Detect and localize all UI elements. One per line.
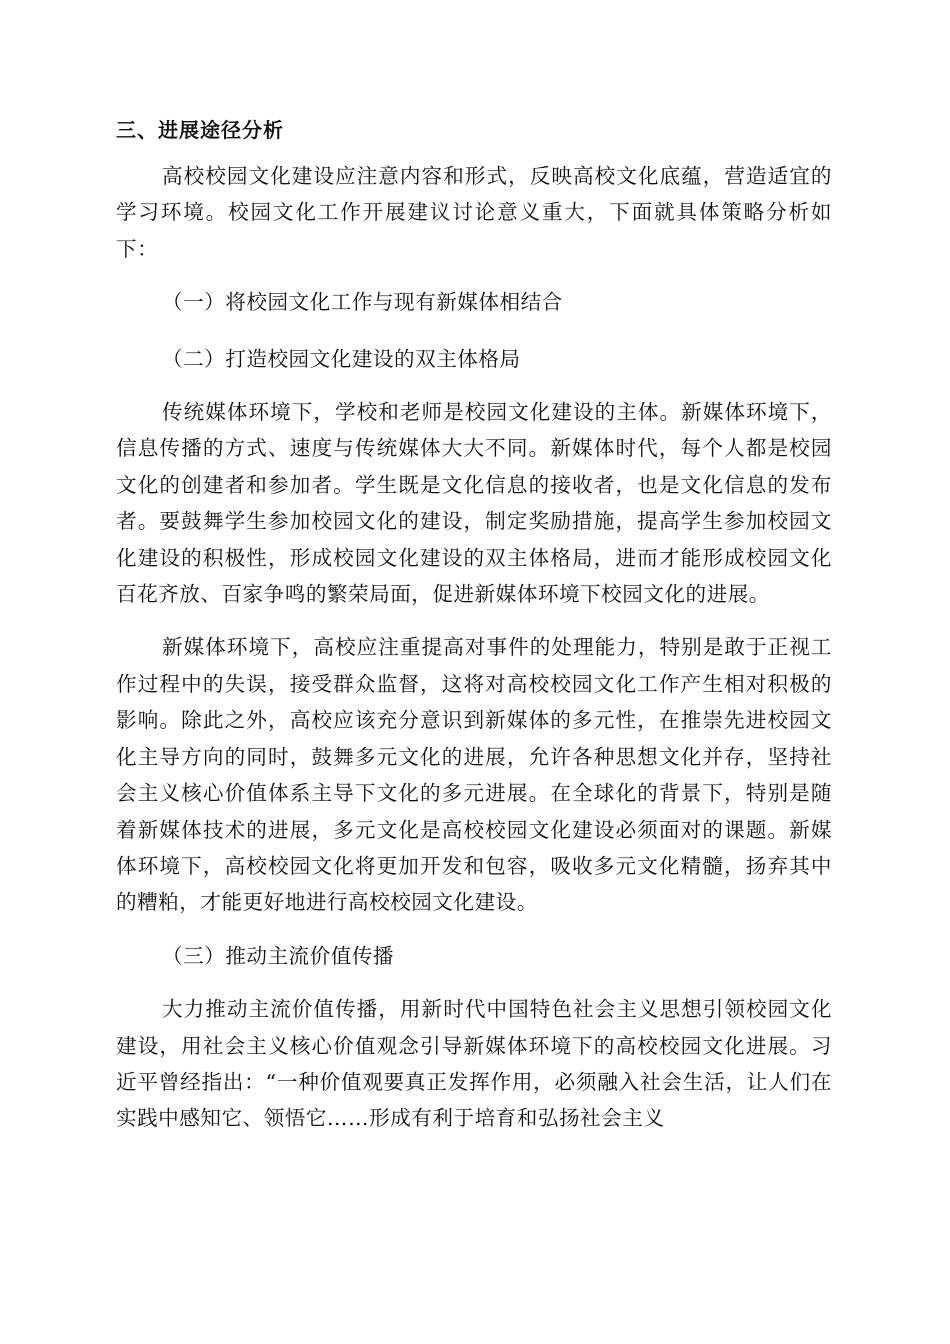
- body-paragraph: 大力推动主流价值传播，用新时代中国特色社会主义思想引领校园文化建设，用社会主义核心价值观念引导新媒体环境下的高校校园文化进展。习近平曾经指出：“一种价值观要真正发挥作用，必须融入社会生活，让人们在实践中感知它、领悟它……形成有利于培育和弘扬社会主义: [116, 997, 832, 1131]
- document-body: [116, 112, 832, 1154]
- body-paragraph: 传统媒体环境下，学校和老师是校园文化建设的主体。新媒体环境下，信息传播的方式、速度与传统媒体大大不同。新媒体时代，每个人都是校园文化的创建者和参加者。学生既是文化信息的接收者，也是文化信息的发布者。要鼓舞学生参加校园文化的建设，制定奖励措施，提高学生参加校园文化建设的积极性，形成校园文化建设的双主体格局，进而才能形成校园文化百花齐放、百家争鸣的繁荣局面，促进新媒体环境下校园文化的进展。: [116, 400, 832, 607]
- body-paragraph: 新媒体环境下，高校应注重提高对事件的处理能力，特别是敢于正视工作过程中的失误，接受群众监督，这将对高校校园文化工作产生相对积极的影响。除此之外，高校应该充分意识到新媒体的多元性，在推崇先进校园文化主导方向的同时，鼓舞多元文化的进展，允许各种思想文化并存，坚持社会主义核心价值体系主导下文化的多元进展。在全球化的背景下，特别是随着新媒体技术的进展，多元文化是高校校园文化建设必须面对的课题。新媒体环境下，高校校园文化将更加开发和包容，吸收多元文化精髓，扬弃其中的糟粕，才能更好地进行高校校园文化建设。: [116, 635, 832, 915]
- subsection-title-1: （一）将校园文化工作与现有新媒体相结合: [162, 290, 563, 315]
- subsection-title-3: （三）推动主流价值传播: [162, 943, 395, 968]
- section-heading: 三、进展途径分析: [116, 118, 284, 142]
- subsection-title-2: （二）打造校园文化建设的双主体格局: [162, 346, 521, 371]
- intro-paragraph: 高校校园文化建设应注意内容和形式，反映高校文化底蕴，营造适宜的学习环境。校园文化工作开展建议讨论意义重大，下面就具体策略分析如下：: [116, 164, 832, 261]
